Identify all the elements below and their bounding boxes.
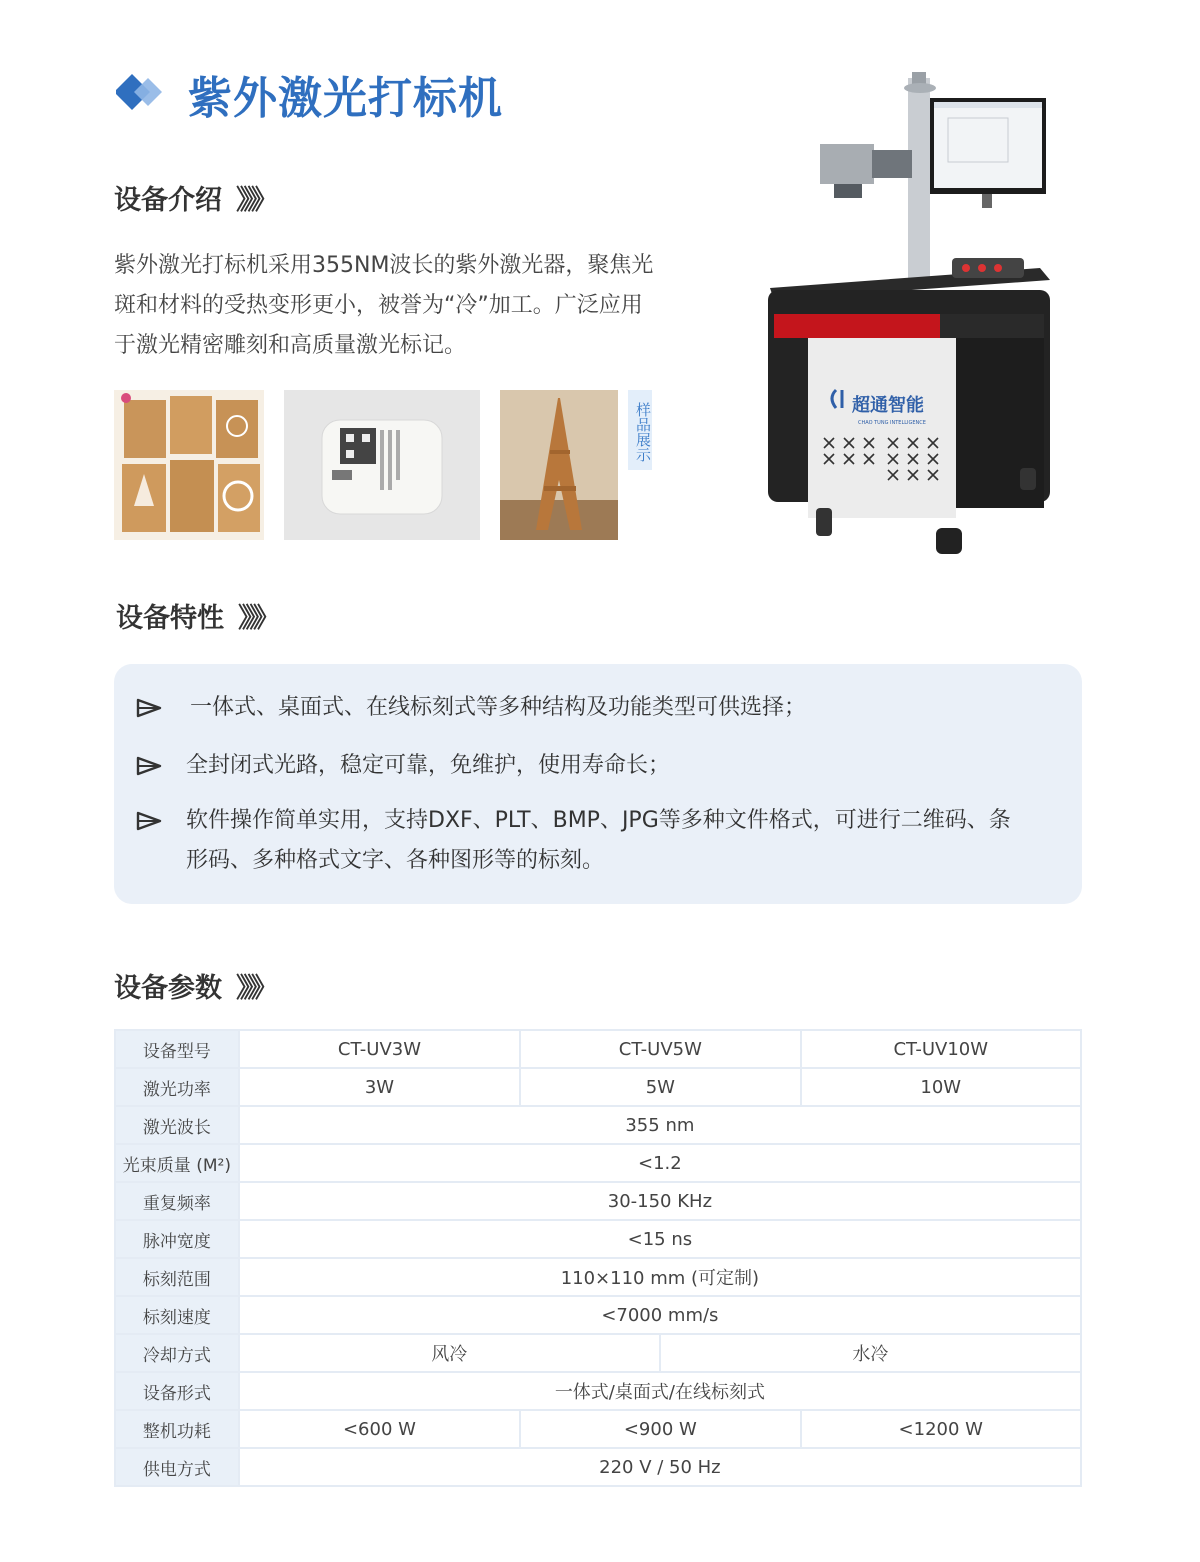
arrow-bullet-icon	[136, 811, 162, 831]
feature-item: 全封闭式光路，稳定可靠，免维护，使用寿命长；	[186, 753, 671, 778]
laser-machine-illustration	[760, 68, 1060, 560]
intro-line: 于激光精密雕刻和高质量激光标记。	[114, 333, 467, 358]
row-label: 激光波长	[115, 1106, 239, 1144]
params-heading-label: 设备参数	[114, 973, 222, 1004]
machine-brand-en: CHAO TUNG INTELLIGENCE	[858, 420, 926, 426]
table-cell: 风冷	[239, 1334, 660, 1372]
table-cell: CT-UV10W	[801, 1030, 1081, 1068]
chevrons-icon: 》》》	[236, 973, 272, 1004]
features-heading	[116, 596, 274, 635]
feature-item: 一体式、桌面式、在线标刻式等多种结构及功能类型可供选择；	[190, 695, 807, 720]
table-cell: 30-150 KHz	[239, 1182, 1081, 1220]
chevrons-icon: 》》》	[238, 603, 274, 634]
row-label: 冷却方式	[115, 1334, 239, 1372]
intro-heading-label: 设备介绍	[114, 185, 222, 216]
table-cell: <1.2	[239, 1144, 1081, 1182]
table-cell: CT-UV5W	[520, 1030, 800, 1068]
feature-item-continued: 形码、多种格式文字、各种图形等的标刻。	[186, 848, 605, 873]
table-row	[115, 1144, 1081, 1182]
page-title: 紫外激光打标机	[188, 73, 503, 124]
spec-table	[114, 1029, 1082, 1487]
machine-brand: 超通智能	[852, 395, 924, 416]
row-label: 脉冲宽度	[115, 1220, 239, 1258]
arrow-bullet-icon	[136, 698, 162, 718]
chevrons-icon: 》》》	[236, 185, 272, 216]
table-cell: <15 ns	[239, 1220, 1081, 1258]
intro-line: 紫外激光打标机采用355NM波长的紫外激光器，聚焦光	[114, 253, 654, 278]
table-row	[115, 1220, 1081, 1258]
table-cell: <900 W	[520, 1410, 800, 1448]
arrow-bullet-icon	[136, 756, 162, 776]
table-row	[115, 1182, 1081, 1220]
intro-line: 斑和材料的受热变形更小，被誉为“冷”加工。广泛应用	[114, 293, 643, 318]
row-label: 光束质量 (M²)	[115, 1144, 239, 1182]
table-row	[115, 1448, 1081, 1486]
sample-photo-device	[284, 390, 480, 540]
row-label: 标刻速度	[115, 1296, 239, 1334]
table-cell: <1200 W	[801, 1410, 1081, 1448]
table-row	[115, 1410, 1081, 1448]
intro-heading	[114, 178, 272, 217]
table-cell: 220 V / 50 Hz	[239, 1448, 1081, 1486]
intro-paragraph	[114, 246, 714, 366]
table-row	[115, 1296, 1081, 1334]
feature-item: 软件操作简单实用，支持DXF、PLT、BMP、JPG等多种文件格式，可进行二维码、条	[186, 808, 1011, 833]
features-heading-label: 设备特性	[116, 603, 224, 634]
row-label: 激光功率	[115, 1068, 239, 1106]
table-row	[115, 1068, 1081, 1106]
table-cell: 5W	[520, 1068, 800, 1106]
table-row	[115, 1334, 1081, 1372]
sample-photo-tower	[500, 390, 618, 540]
table-row	[115, 1106, 1081, 1144]
row-label: 供电方式	[115, 1448, 239, 1486]
table-cell: 10W	[801, 1068, 1081, 1106]
table-row	[115, 1258, 1081, 1296]
row-label: 设备型号	[115, 1030, 239, 1068]
row-label: 整机功耗	[115, 1410, 239, 1448]
table-cell: 110×110 mm (可定制)	[239, 1258, 1081, 1296]
params-heading	[114, 966, 272, 1005]
diamond-bullet-icon	[116, 70, 168, 114]
table-row	[115, 1030, 1081, 1068]
table-cell: 水冷	[660, 1334, 1081, 1372]
table-cell: <600 W	[239, 1410, 520, 1448]
table-cell: CT-UV3W	[239, 1030, 520, 1068]
sample-photo-cards	[114, 390, 264, 540]
table-cell: 355 nm	[239, 1106, 1081, 1144]
row-label: 设备形式	[115, 1372, 239, 1410]
table-cell: 3W	[239, 1068, 520, 1106]
table-cell: 一体式/桌面式/在线标刻式	[239, 1372, 1081, 1410]
row-label: 重复频率	[115, 1182, 239, 1220]
row-label: 标刻范围	[115, 1258, 239, 1296]
sample-tag: 样品展示	[628, 390, 652, 470]
table-row	[115, 1372, 1081, 1410]
table-cell: <7000 mm/s	[239, 1296, 1081, 1334]
